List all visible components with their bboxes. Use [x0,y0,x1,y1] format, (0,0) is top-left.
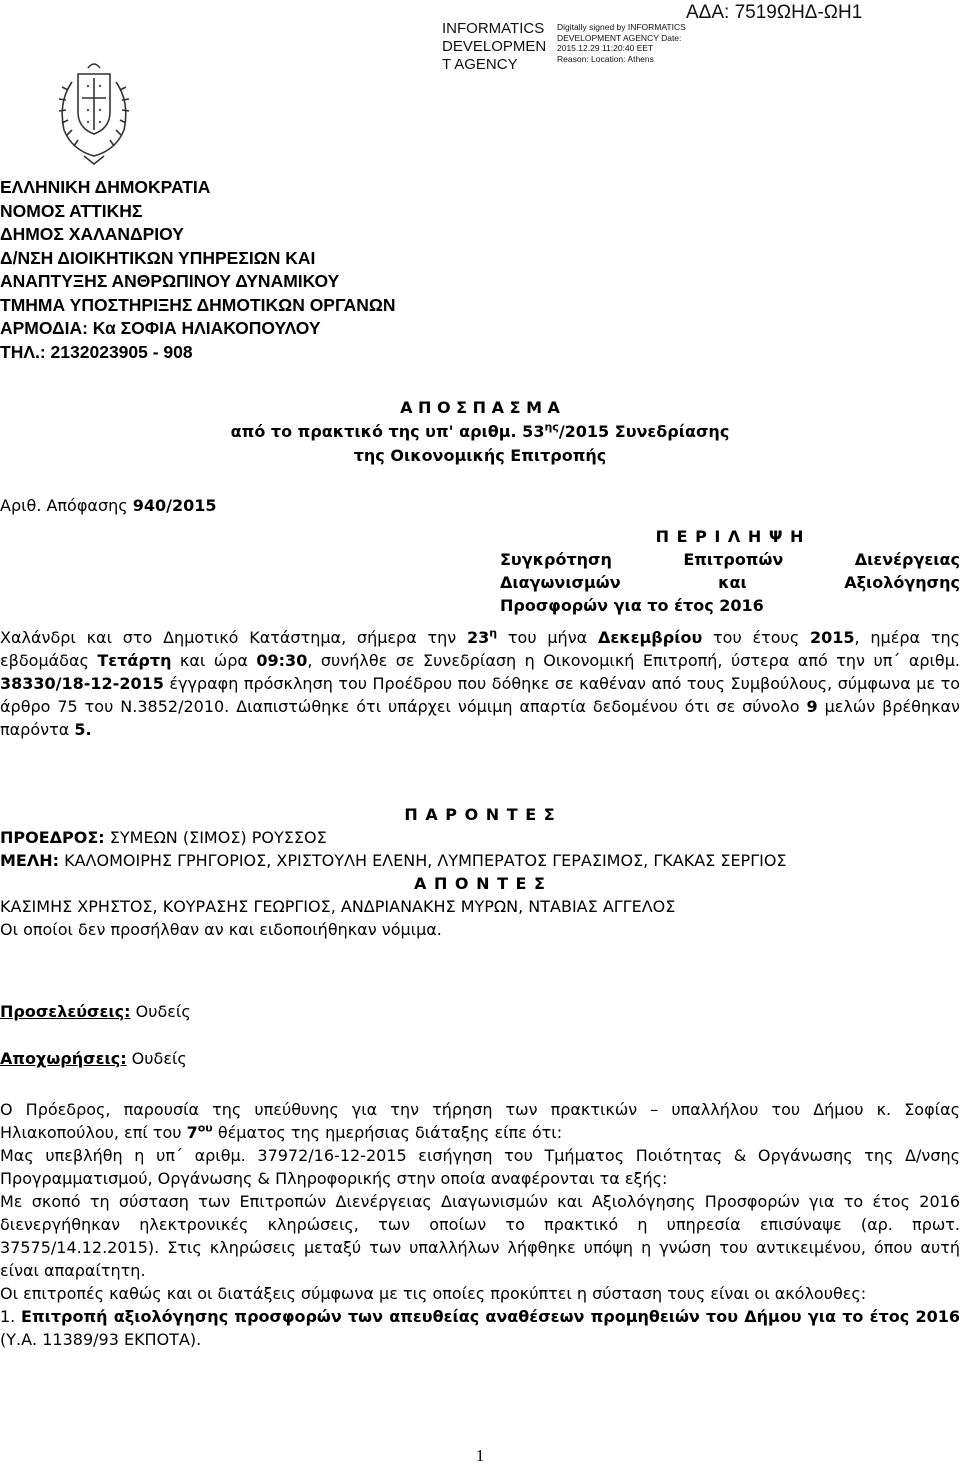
arrivals-line [0,1000,960,1023]
decision-number [0,496,216,515]
item-number: 7 [186,1123,198,1142]
text: , συνήλθε σε Συνεδρίαση η Οικονομική Επιτροπή, ύστερα από την υπ΄ αριθμ. [307,651,960,670]
issuer-header [0,176,396,364]
departures-label: Αποχωρήσεις: [0,1049,127,1068]
year: 2015 [810,628,855,647]
header-line: ΤΗΛ.: 2132023905 - 908 [0,341,193,362]
text: , ημέρα της εβδομάδας [0,628,960,670]
departures-line [0,1047,960,1070]
excerpt-subtitle [0,420,960,444]
committee-item-1 [0,1305,960,1351]
excerpt-title: Α Π Ο Σ Π Α Σ Μ Α [400,398,560,417]
header-line: ΤΜΗΜΑ ΥΠΟΣΤΗΡΙΞΗΣ ΔΗΜΟΤΙΚΩΝ ΟΡΓΑΝΩΝ [0,294,396,315]
greek-coat-of-arms-icon [38,52,150,172]
text: του μήνα [497,628,598,647]
header-line: ΝΟΜΟΣ ΑΤΤΙΚΗΣ [0,200,143,221]
text: (Υ.Α. 11389/93 ΕΚΠΟΤΑ). [0,1330,202,1349]
arrivals-value: Ουδείς [130,1002,191,1021]
present-members: 5. [74,720,92,739]
summary-line: Συγκρότηση Επιτροπών Διενέργειας [500,550,960,569]
summary-line: Προσφορών για το έτος 2016 [500,596,764,615]
absent-names: ΚΑΣΙΜΗΣ ΧΡΗΣΤΟΣ, ΚΟΥΡΑΣΗΣ ΓΕΩΡΓΙΟΣ, ΑΝΔΡΙΑΝΑΚΗΣ ΜΥΡΩΝ, ΝΤΑΒΙΑΣ ΑΓΓΕΛΟΣ [0,897,676,916]
time: 09:30 [256,651,308,670]
departures-value: Ουδείς [126,1049,187,1068]
header-line: ΔΗΜΟΣ ΧΑΛΑΝΔΡΙΟΥ [0,224,184,244]
text: μελών βρέθηκαν παρόντα [0,697,960,739]
summary-block [500,525,960,617]
header-line: Δ/ΝΣΗ ΔΙΟΙΚΗΤΙΚΩΝ ΥΠΗΡΕΣΙΩΝ ΚΑΙ [0,247,316,268]
summary-title: Π Ε Ρ Ι Λ Η Ψ Η [655,527,805,546]
signature-name: INFORMATICS DEVELOPMEN T AGENCY [442,20,547,73]
header-line: ΑΝΑΠΤΥΞΗΣ ΑΝΘΡΩΠΙΝΟΥ ΔΥΝΑΜΙΚΟΥ [0,271,340,291]
president-name: ΣΥΜΕΩΝ (ΣΙΜΟΣ) ΡΟΥΣΣΟΣ [104,828,327,847]
decision-value: 940/2015 [132,496,217,515]
decision-label: Αριθ. Απόφασης [0,496,133,515]
members-label: ΜΕΛΗ: [0,851,60,870]
total-members: 9 [806,697,818,716]
weekday: Τετάρτη [97,651,172,670]
summary-line: Διαγωνισμών και Αξιολόγησης [500,573,960,592]
president-label: ΠΡΟΕΔΡΟΣ: [0,828,105,847]
arrivals-label: Προσελεύσεις: [0,1002,131,1021]
text: Χαλάνδρι και στο Δημοτικό Κατάστημα, σήμερα την [0,628,468,647]
header-line: ΕΛΛΗΝΙΚΗ ΔΗΜΟΚΡΑΤΙΑ [0,177,211,197]
text: Οι επιτροπές καθώς και οι διατάξεις σύμφωνα με τις οποίες προκύπτει η σύσταση τους είναι οι ακόλουθες: [0,1284,867,1303]
excerpt-subtitle-text: /2015 Συνεδρίασης [558,422,730,441]
month: Δεκεμβρίου [597,628,703,647]
item-number: 1. [0,1307,22,1326]
page-number: 1 [475,1446,485,1465]
president-statement [0,1098,960,1351]
ordinal-suffix: ης [544,420,559,434]
committee-name: της Οικονομικής Επιτροπής [353,446,607,465]
ada-code: ΑΔΑ: 7519ΩΗΔ-ΩΗ1 [686,2,863,23]
text: Ο Πρόεδρος, παρουσία της υπεύθυνης για την τήρηση των πρακτικών – υπαλλήλου του Δήμου κ. Σοφίας Ηλιακοπούλου, επί του [0,1100,960,1142]
ordinal-suffix: η [489,626,498,640]
day: 23 [467,628,490,647]
present-section [0,803,960,941]
committee-title: Επιτροπή αξιολόγησης προσφορών των απευθείας αναθέσεων προμηθειών του Δήμου για το έτος 2016 [21,1307,960,1326]
ordinal-suffix: ου [197,1121,213,1135]
intro-paragraph [0,626,960,741]
excerpt-subtitle-text: από το πρακτικό της υπ' αριθμ. 53 [230,422,545,441]
text: θέματος της ημερήσιας διάταξης είπε ότι: [212,1123,563,1142]
header-line: ΑΡΜΟΔΙΑ: Κα ΣΟΦΙΑ ΗΛΙΑΚΟΠΟΥΛΟΥ [0,318,321,338]
invitation-number: 38330/18-12-2015 [0,674,164,693]
absent-title: Α Π Ο Ν Τ Ε Σ [414,874,546,893]
text: Με σκοπό τη σύσταση των Επιτροπών Διενέργειας Διαγωνισμών και Αξιολόγησης Προσφορών για το έτος 2016 διενεργήθηκαν ηλεκτρονικές κληρώσεις, των οποίων το πρακτικό η υπηρεσία επισύναψε (αρ. πρωτ. 37575/14.12.2015). Στις κληρώσεις μεταξύ των υπαλλήλων λήφθηκε υπόψη η γνώση του αντικειμένου, όπου αυτή είναι απαραίτητη. [0,1192,960,1280]
present-title: Π Α Ρ Ο Ν Τ Ε Σ [404,805,556,824]
text: έγγραφη πρόσκληση του Προέδρου που δόθηκε σε καθέναν από τους Συμβούλους, σύμφωνα με το άρθρο 75 του Ν.3852/2010. Διαπιστώθηκε ότι υπάρχει νόμιμη απαρτία δεδομένου ότι σε σύνολο [0,674,960,716]
text: και ώρα [171,651,257,670]
members-names: ΚΑΛΟΜΟΙΡΗΣ ΓΡΗΓΟΡΙΟΣ, ΧΡΙΣΤΟΥΛΗ ΕΛΕΝΗ, ΛΥΜΠΕΡΑΤΟΣ ΓΕΡΑΣΙΜΟΣ, ΓΚΑΚΑΣ ΣΕΡΓΙΟΣ [59,851,787,870]
text: του έτους [702,628,810,647]
excerpt-title-block [0,396,960,468]
absent-note: Οι οποίοι δεν προσήλθαν αν και ειδοποιήθηκαν νόμιμα. [0,920,442,939]
text: Μας υπεβλήθη η υπ΄ αριθμ. 37972/16-12-2015 εισήγηση του Τμήματος Ποιότητας & Οργάνωσης της Δ/νσης Προγραμματισμού, Οργάνωσης & Πληροφορικής στην οποία αναφέρονται τα εξής: [0,1146,960,1188]
signature-details: Digitally signed by INFORMATICS DEVELOPMENT AGENCY Date: 2015.12.29 11:20:40 EET Reason: Location: Athens [557,22,686,64]
